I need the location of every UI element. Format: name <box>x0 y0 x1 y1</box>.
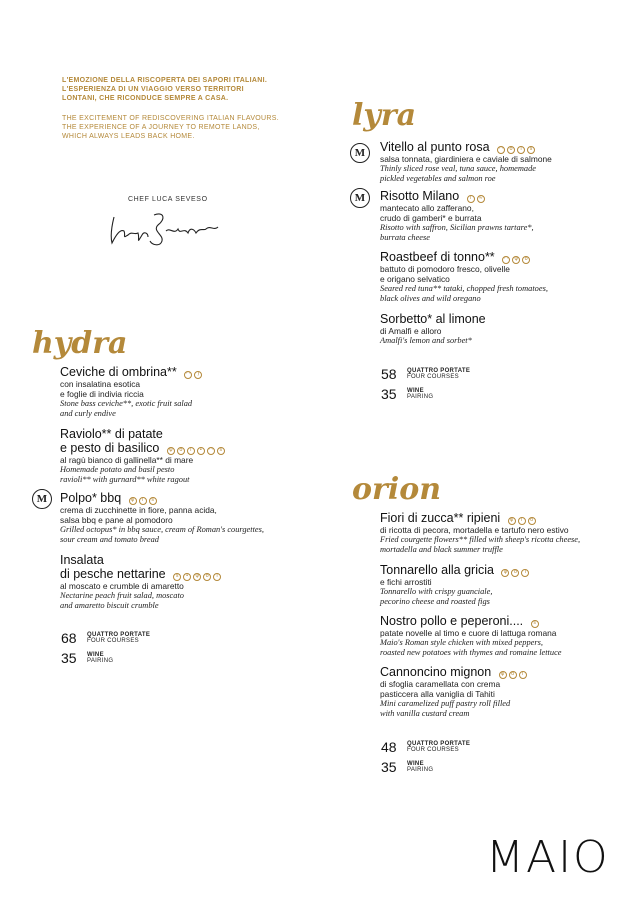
dish-name-row <box>60 491 330 505</box>
dish-description-it: e fichi arrostiti <box>380 577 432 587</box>
price-label-line2: FOUR COURSES <box>87 638 139 644</box>
nuts-icon: • <box>183 573 191 581</box>
dish-name-row <box>380 511 620 525</box>
mustard-icon: ı <box>517 146 525 154</box>
milk-icon: ı <box>519 671 527 679</box>
price-block-orion <box>381 739 470 775</box>
soy-icon: o <box>522 256 530 264</box>
dish-description-en: Tonnarello with crispy guanciale, pecorino cheese and roasted figs <box>380 587 493 606</box>
signature-badge-icon <box>350 143 370 163</box>
price-row-wine <box>381 759 470 775</box>
celery-icon: s <box>531 620 539 628</box>
allergen-list <box>501 569 529 577</box>
citrus-icon: ) <box>194 371 202 379</box>
dish-name: Cannoncino mignon <box>380 665 492 679</box>
allergen-list <box>499 671 527 679</box>
egg-icon: o <box>509 671 517 679</box>
maio-logo: MAIO <box>486 832 610 883</box>
allergen-list <box>184 371 202 379</box>
fish-icon: ◠ <box>186 371 191 377</box>
dish-name: Tonnarello alla gricia <box>380 563 494 577</box>
price-amount: 35 <box>381 759 397 775</box>
dish-name: Ceviche di ombrina** <box>60 365 177 379</box>
dish-name-row <box>380 665 630 679</box>
celery-icon: s <box>217 447 225 455</box>
price-label-line1: WINE <box>87 651 104 658</box>
dish-description-it: patate novelle al timo e cuore di lattuga romana <box>380 628 557 638</box>
menu-title-orion: orion <box>352 472 442 507</box>
dish-description-it: mantecato allo zafferano, crudo di gamberi* e burrata <box>380 203 482 223</box>
milk-icon: ı <box>213 573 221 581</box>
dish-description-en: Homemade potato and basil pesto ravioli** with gurnard** white ragout <box>60 465 190 484</box>
price-label-line2: FOUR COURSES <box>407 747 459 753</box>
dish-name-row <box>380 140 630 154</box>
intro-italian-line: L'ESPERIENZA DI UN VIAGGIO VERSO TERRITORI <box>62 86 244 93</box>
chef-signature <box>104 205 224 253</box>
dish-hydra-2 <box>60 427 310 485</box>
dish-description-it: salsa tonnata, giardiniera e caviale di salmone <box>380 154 552 164</box>
menu-title-hydra: hydra <box>32 326 128 361</box>
intro-english-line: WHICH ALWAYS LEADS BACK HOME. <box>62 133 195 140</box>
dish-name-row <box>380 563 630 577</box>
dish-name: Polpo* bbq <box>60 491 122 505</box>
dish-description-it: di sfoglia caramellata con crema pasticcera alla vaniglia di Tahiti <box>380 679 501 699</box>
price-label-line1: WINE <box>407 760 424 767</box>
dish-name-row <box>380 614 620 628</box>
allergen-list <box>497 146 535 154</box>
dish-description-en: Grilled octopus* in bbq sauce, cream of Roman's courgettes, sour cream and tomato bread <box>60 525 265 544</box>
dish-description-en: Stone bass ceviche**, exotic fruit salad and curly endive <box>60 399 193 418</box>
price-block-lyra <box>381 366 470 402</box>
signature-badge-icon <box>32 489 52 509</box>
allergen-list <box>467 195 485 203</box>
badge-letter: M <box>354 192 366 204</box>
price-label-line2: PAIRING <box>407 767 434 773</box>
dish-orion-2 <box>380 563 630 607</box>
milk-icon: ı <box>139 497 147 505</box>
dish-description-it: crema di zucchinette in fiore, panna acida, salsa bbq e pane al pomodoro <box>60 505 217 525</box>
price-label-line2: FOUR COURSES <box>407 374 459 380</box>
price-amount: 58 <box>381 366 397 382</box>
nuts-icon: • <box>197 447 205 455</box>
fish-icon: ◠ <box>208 447 214 453</box>
dish-lyra-3 <box>380 250 630 304</box>
allergen-list <box>173 573 221 581</box>
milk-icon: ı <box>518 517 526 525</box>
badge-letter: M <box>36 493 48 505</box>
intro-italian-line: L'EMOZIONE DELLA RISCOPERTA DEI SAPORI ITALIANI. <box>62 77 268 84</box>
dish-description-en: Amalfi's lemon and sorbet* <box>380 336 472 345</box>
gluten-icon: ψ <box>501 569 509 577</box>
dish-name: Sorbetto* al limone <box>380 312 486 326</box>
dish-lyra-1 <box>380 140 630 184</box>
dish-name: Raviolo** di patate e pesto di basilico <box>60 427 163 455</box>
menu-title-lyra: lyra <box>352 98 417 133</box>
dish-name-row <box>60 553 310 581</box>
price-label <box>407 368 470 381</box>
dish-lyra-2 <box>380 189 630 243</box>
dish-description-en: Thinly sliced rose veal, tuna sauce, homemade pickled vegetables and salmon roe <box>380 164 536 183</box>
egg-icon: o <box>528 517 536 525</box>
fish-icon: ◠ <box>503 256 509 262</box>
dish-description-it: con insalatina esotica e foglie di indivia riccia <box>60 379 144 399</box>
allergen-list <box>508 517 536 525</box>
price-amount: 68 <box>61 630 77 646</box>
price-label-line1: QUATTRO PORTATE <box>407 740 471 747</box>
dish-name: Roastbeef di tonno** <box>380 250 495 264</box>
gluten-icon: ψ <box>193 573 201 581</box>
allergen-list <box>502 256 530 264</box>
dish-hydra-4 <box>60 553 310 611</box>
price-row-courses <box>61 630 150 646</box>
intro-italian <box>62 76 267 103</box>
price-row-courses <box>381 366 470 382</box>
gluten-icon: ψ <box>129 497 137 505</box>
egg-icon: o <box>203 573 211 581</box>
dish-description-en: Risotto with saffron, Sicilian prawns tartare*, burrata cheese <box>380 223 534 242</box>
celery-icon: s <box>527 146 535 154</box>
milk-icon: ı <box>521 569 529 577</box>
signature-badge-icon <box>350 188 370 208</box>
celery-icon: s <box>149 497 157 505</box>
chef-name: CHEF LUCA SEVESO <box>128 196 208 203</box>
shellfish-icon: ≈ <box>478 195 483 201</box>
price-label-line1: WINE <box>407 387 424 394</box>
gluten-icon: ψ <box>512 256 520 264</box>
price-amount: 35 <box>381 386 397 402</box>
dish-name: Risotto Milano <box>380 189 460 203</box>
dish-description-en: Fried courgette flowers** filled with sheep's ricotta cheese, mortadella and black summer truffle <box>380 535 581 554</box>
egg-icon: o <box>177 447 185 455</box>
badge-letter: M <box>354 147 366 159</box>
price-row-wine <box>381 386 470 402</box>
fish-icon: ◠ <box>498 146 504 152</box>
price-label-line1: QUATTRO PORTATE <box>87 631 151 638</box>
dish-hydra-3 <box>60 491 330 545</box>
price-label-line2: PAIRING <box>407 394 434 400</box>
gluten-icon: ψ <box>508 517 516 525</box>
dish-name: Insalata di pesche nettarine <box>60 553 166 581</box>
dish-name-row <box>60 365 310 379</box>
allergen-list <box>129 497 157 505</box>
dish-name-row <box>60 427 310 455</box>
dish-description-it: al ragù bianco di gallinella** di mare <box>60 455 194 465</box>
intro-english <box>62 114 279 141</box>
allergen-list <box>167 447 225 455</box>
price-amount: 48 <box>381 739 397 755</box>
price-label <box>87 652 113 665</box>
gluten-icon: ψ <box>499 671 507 679</box>
price-label <box>407 761 433 774</box>
dish-name-row <box>380 250 630 264</box>
dish-description-it: di Amalfi e alloro <box>380 326 442 336</box>
price-row-courses <box>381 739 470 755</box>
price-label-line2: PAIRING <box>87 658 114 664</box>
allergen-list <box>531 620 539 628</box>
price-amount: 35 <box>61 650 77 666</box>
dish-description-it: al moscato e crumble di amaretto <box>60 581 184 591</box>
dish-orion-3 <box>380 614 620 658</box>
dish-description-en: Mini caramelized puff pastry roll filled with vanilla custard cream <box>380 699 511 718</box>
dish-name: Nostro pollo e peperoni.... <box>380 614 524 628</box>
price-label <box>87 632 150 645</box>
milk-icon: ı <box>187 447 195 455</box>
price-row-wine <box>61 650 150 666</box>
intro-english-line: THE EXCITEMENT OF REDISCOVERING ITALIAN FLAVOURS. <box>62 115 279 122</box>
price-label <box>407 741 470 754</box>
gluten-icon: ψ <box>167 447 175 455</box>
dish-name: Vitello al punto rosa <box>380 140 490 154</box>
dish-description-en: Nectarine peach fruit salad, moscato and amaretto biscuit crumble <box>60 591 184 610</box>
price-label <box>407 388 433 401</box>
intro-english-line: THE EXPERIENCE OF A JOURNEY TO REMOTE LANDS, <box>62 124 260 131</box>
dish-name: Fiori di zucca** ripieni <box>380 511 501 525</box>
price-block-hydra <box>61 630 150 666</box>
dish-hydra-1 <box>60 365 310 419</box>
egg-icon: o <box>511 569 519 577</box>
sulphite-icon: s <box>173 573 181 581</box>
dish-orion-1 <box>380 511 620 555</box>
dish-name-row <box>380 189 630 203</box>
price-label-line1: QUATTRO PORTATE <box>407 367 471 374</box>
dish-lyra-4 <box>380 312 630 346</box>
dish-description-it: battuto di pomodoro fresco, olivelle e origano selvatico <box>380 264 510 284</box>
milk-icon: ı <box>467 195 475 203</box>
dish-description-it: di ricotta di pecora, mortadella e tartufo nero estivo <box>380 525 569 535</box>
dish-name-row <box>380 312 630 326</box>
intro-italian-line: LONTANI, CHE RICONDUCE SEMPRE A CASA. <box>62 95 229 102</box>
egg-icon: o <box>507 146 515 154</box>
dish-orion-4 <box>380 665 630 719</box>
dish-description-en: Maio's Roman style chicken with mixed peppers, roasted new potatoes with thymes and romaine lettuce <box>380 638 562 657</box>
dish-description-en: Seared red tuna** tataki, chopped fresh tomatoes, black olives and wild oregano <box>380 284 548 303</box>
